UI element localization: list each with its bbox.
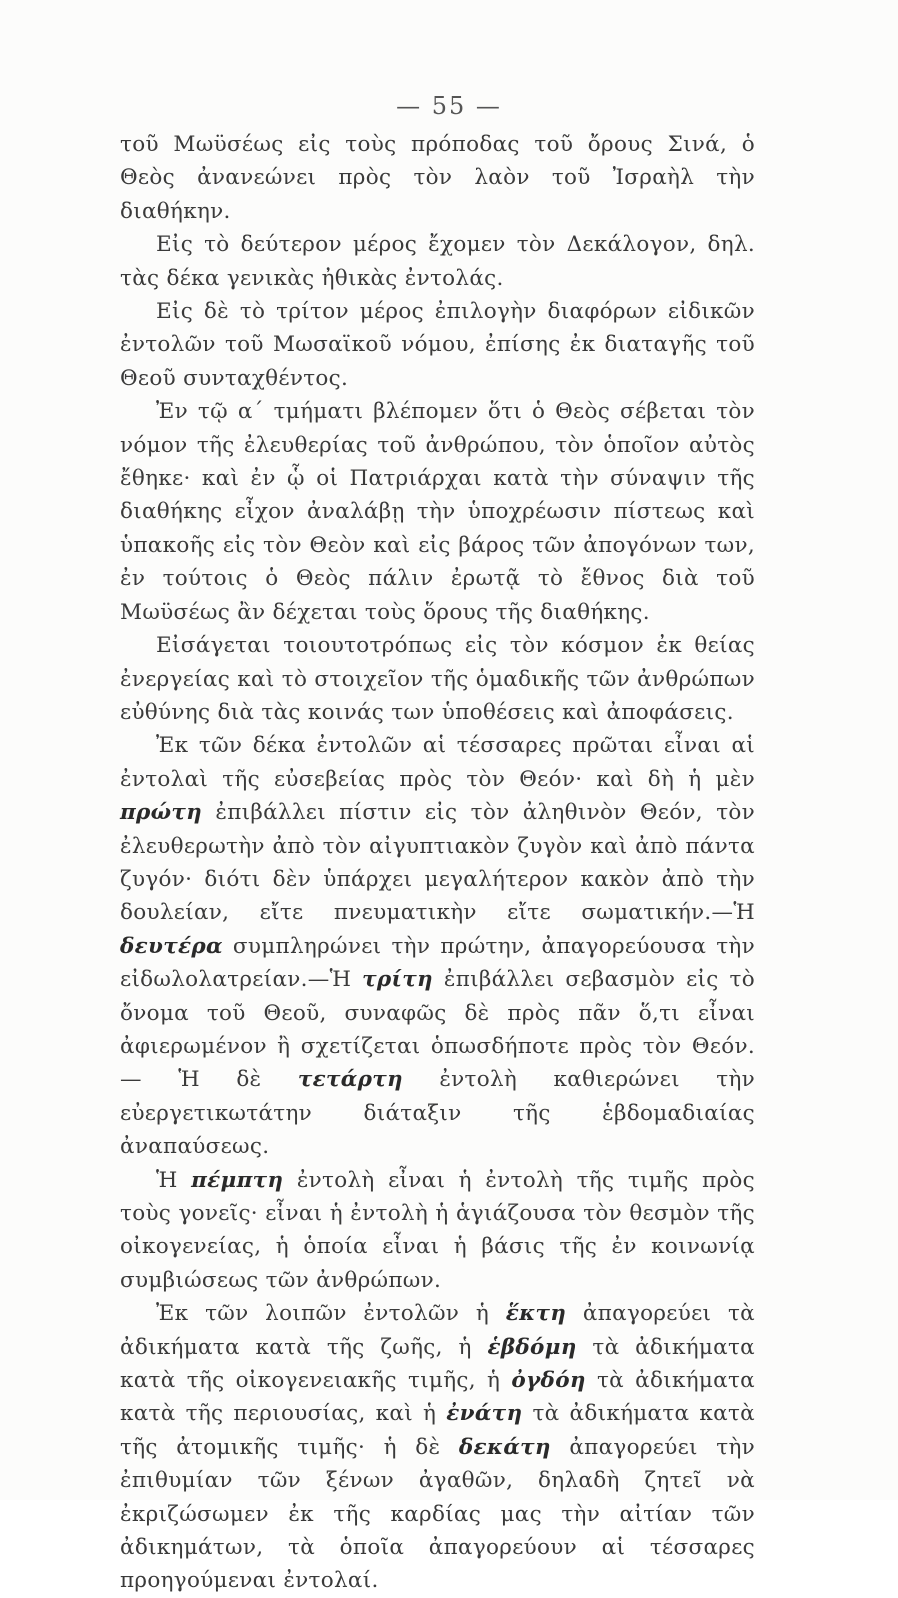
text-run: συμπληρώνει τὴν πρώτην, ἀπαγορεύουσα τὴν εἰδωλολατρείαν.—Ἡ: [120, 933, 755, 993]
text-run: Εἰς δὲ τὸ τρίτον μέρος ἐπιλογὴν διαφόρων εἰδικῶν ἐντολῶν τοῦ Μωσαϊκοῦ νόμου, ἐπίσης ἐκ διαταγῆς τοῦ Θεοῦ συνταχθέντος.: [120, 299, 755, 391]
text-run: Ἡ: [156, 1167, 192, 1193]
text-run: τὰ ἀδικήματα κατὰ τῆς οἰκογενειακῆς τιμῆς, ἡ: [120, 1334, 755, 1394]
text-run: ἐντολὴ εἶναι ἡ ἐντολὴ τῆς τιμῆς πρὸς τοὺς γονεῖς· εἶναι ἡ ἐντολὴ ἡ ἁγιάζουσα τὸν θεσμὸν τῆς οἰκογενείας, ἡ ὁποία εἶναι ἡ βάσις τῆς ἐν κοινωνίᾳ συμβιώσεως τῶν ἀνθρώπων.: [120, 1167, 755, 1293]
text-run: ἐπιβάλλει σεβασμὸν εἰς τὸ ὄνομα τοῦ Θεοῦ, συναφῶς δὲ πρὸς πᾶν ὅ,τι εἶναι ἀφιερωμένον ἢ σχετίζεται ὁπωσδήποτε πρὸς τὸν Θεόν.— Ἡ δὲ: [120, 967, 755, 1093]
emphasized-term: πέμπτη: [191, 1167, 284, 1193]
paragraph: [120, 1164, 755, 1298]
paragraph: [120, 629, 755, 729]
page-number: — 55 —: [396, 92, 502, 120]
text-run: τοῦ Μωϋσέως εἰς τοὺς πρόποδας τοῦ ὄρους Σινά, ὁ Θεὸς ἀνανεώνει πρὸς τὸν λαὸν τοῦ Ἰσραὴλ τὴν διαθήκην.: [120, 132, 755, 224]
emphasized-term: πρώτη: [120, 800, 203, 826]
paragraph: [120, 228, 755, 295]
text-run: Εἰς τὸ δεύτερον μέρος ἔχομεν τὸν Δεκάλογον, δηλ. τὰς δέκα γενικὰς ἠθικὰς ἐντολάς.: [120, 232, 755, 291]
text-run: τὰ ἀδικήματα κατὰ τῆς περιουσίας, καὶ ἡ: [120, 1368, 755, 1427]
text-run: Ἐκ τῶν λοιπῶν ἐντολῶν ἡ: [156, 1301, 506, 1327]
text-run: τὰ ἀδικήματα κατὰ τῆς ἀτομικῆς τιμῆς· ἡ δὲ: [120, 1401, 755, 1460]
paragraph: [120, 295, 755, 395]
text-run: ἀπαγορεύει τὰ ἀδικήματα κατὰ τῆς ζωῆς, ἡ: [120, 1301, 755, 1360]
paragraph: [120, 729, 755, 1163]
text-run: ἀπαγορεύει τὴν ἐπιθυμίαν τῶν ξένων ἀγαθῶν, δηλαδὴ ζητεῖ νὰ ἐκριζώσωμεν ἐκ τῆς καρδίας μας τὴν αἰτίαν τῶν ἀδικημάτων, τὰ ὁποῖα ἀπαγορεύουν αἱ τέσσαρες προηγούμεναι ἐντολαί.: [120, 1434, 755, 1594]
paragraph: [120, 128, 755, 228]
emphasized-term: τετάρτη: [297, 1067, 403, 1093]
emphasized-term: ὀγδόη: [511, 1368, 586, 1394]
emphasized-term: ἐνάτη: [446, 1401, 523, 1427]
emphasized-term: ἑβδόμη: [487, 1334, 577, 1360]
text-run: Ἐν τῷ α΄ τμήματι βλέπομεν ὅτι ὁ Θεὸς σέβεται τὸν νόμον τῆς ἐλευθερίας τοῦ ἀνθρώπου, τὸν ὁποῖον αὐτὸς ἔθηκε· καὶ ἐν ᾧ οἱ Πατριάρχαι κατὰ τὴν σύναψιν τῆς διαθήκης εἶχον ἀναλάβῃ τὴν ὑποχρέωσιν πίστεως καὶ ὑπακοῆς εἰς τὸν Θεὸν καὶ εἰς βάρος τῶν ἀπογόνων των, ἐν τούτοις ὁ Θεὸς πάλιν ἐρωτᾷ τὸ ἔθνος διὰ τοῦ Μωϋσέως ἂν δέχεται τοὺς ὅρους τῆς διαθήκης.: [120, 399, 755, 625]
emphasized-term: ἕκτη: [505, 1301, 567, 1327]
emphasized-term: τρίτη: [362, 967, 433, 993]
paragraph: [120, 1297, 755, 1598]
paragraph: [120, 395, 755, 629]
emphasized-term: δευτέρα: [120, 933, 223, 959]
text-run: Εἰσάγεται τοιουτοτρόπως εἰς τὸν κόσμον ἐκ θείας ἐνεργείας καὶ τὸ στοιχεῖον τῆς ὁμαδικῆς τῶν ἀνθρώπων εὐθύνης διὰ τὰς κοινάς των ὑποθέσεις καὶ ἀποφάσεις.: [120, 633, 755, 725]
body-text: [120, 128, 755, 1598]
emphasized-term: δεκάτη: [458, 1434, 551, 1460]
text-run: ἐπιβάλλει πίστιν εἰς τὸν ἀληθινὸν Θεόν, τὸν ἐλευθερωτὴν ἀπὸ τὸν αἰγυπτιακὸν ζυγὸν καὶ ἀπὸ πάντα ζυγόν· διότι δὲν ὑπάρχει μεγαλήτερον κακὸν ἀπὸ τὴν δουλείαν, εἴτε πνευματικὴν εἴτε σωματικήν.—Ἡ: [120, 800, 755, 926]
text-run: ἐντολὴ καθιερώνει τὴν εὐεργετικωτάτην διάταξιν τῆς ἑβδομαδιαίας ἀναπαύσεως.: [120, 1067, 755, 1160]
text-run: Ἐκ τῶν δέκα ἐντολῶν αἱ τέσσαρες πρῶται εἶναι αἱ ἐντολαὶ τῆς εὐσεβείας πρὸς τὸν Θεόν· καὶ δὴ ἡ μὲν: [120, 733, 755, 792]
